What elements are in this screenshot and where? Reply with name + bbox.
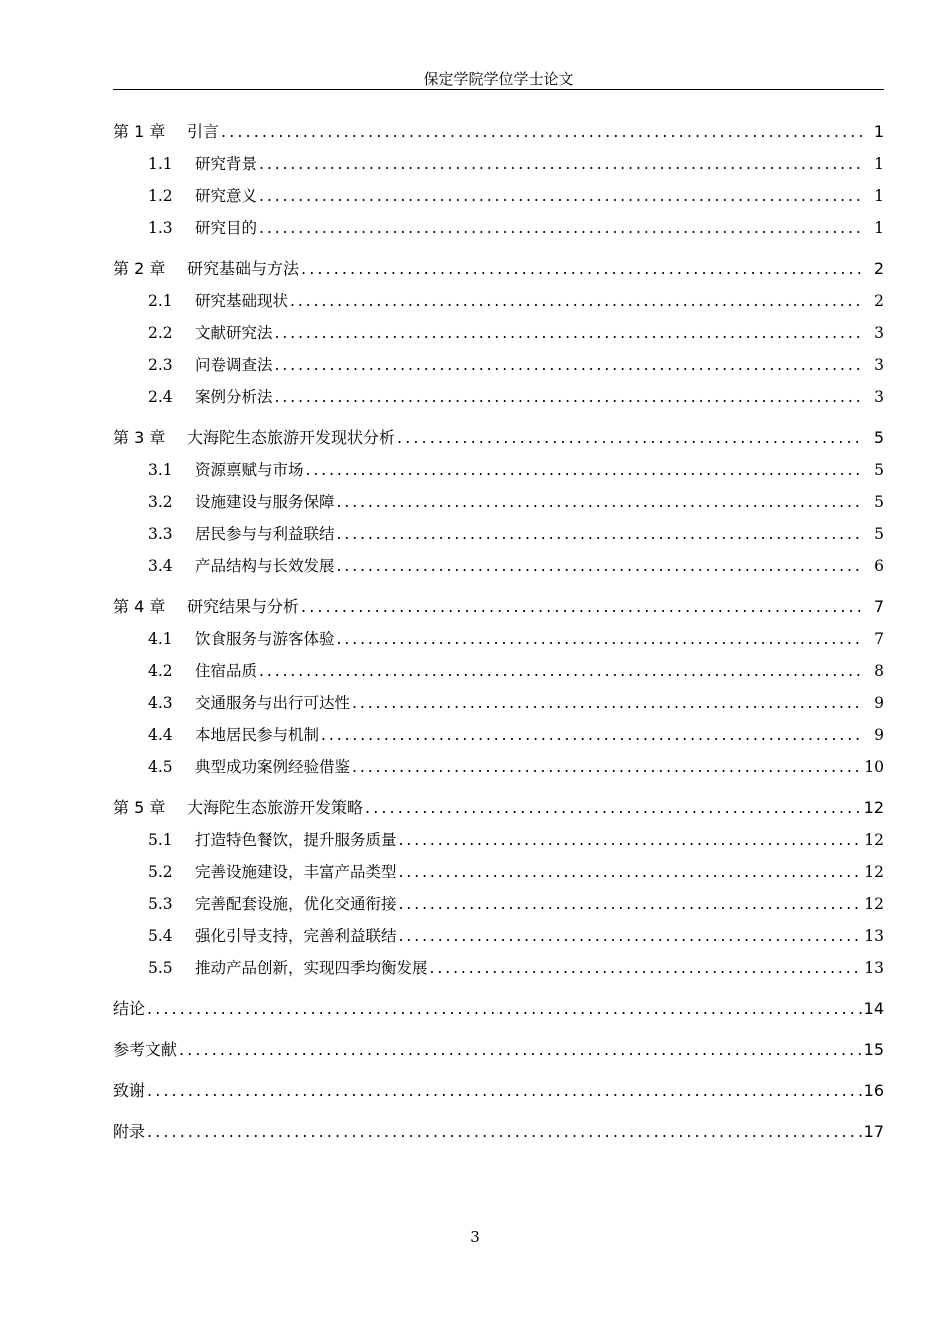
section-title: 文献研究法: [195, 324, 273, 342]
section-number: 4.4: [148, 726, 173, 744]
section-number: 4.3: [148, 694, 173, 712]
page-number: 3: [874, 388, 884, 406]
dot-leader: [275, 385, 864, 409]
running-header: 保定学院学位学士论文: [423, 70, 574, 88]
page-number: 7: [873, 597, 884, 616]
section-number: 1.2: [148, 187, 173, 205]
toc-section-4-5[interactable]: [113, 755, 884, 787]
chapter-title: 研究基础与方法: [187, 259, 300, 278]
chapter-number: 第 2 章: [113, 259, 166, 278]
section-title: 住宿品质: [195, 662, 258, 680]
page-number: 1: [874, 155, 884, 173]
section-number: 2.2: [148, 324, 173, 342]
entry-title: 结论: [113, 999, 146, 1018]
page-number: 6: [874, 557, 884, 575]
toc-references[interactable]: [113, 1038, 884, 1070]
page-number: 10: [864, 758, 884, 776]
dot-leader: [147, 1079, 862, 1103]
toc-section-5-5[interactable]: [113, 956, 884, 988]
entry-title: 附录: [113, 1122, 146, 1141]
page-number: 3: [874, 356, 884, 374]
dot-leader: [259, 152, 864, 176]
page-number: 17: [863, 1122, 884, 1141]
toc-chapter-1[interactable]: [113, 120, 884, 152]
page-number: 14: [863, 999, 884, 1018]
section-title: 交通服务与出行可达性: [195, 694, 351, 712]
dot-leader: [399, 892, 863, 916]
section-number: 2.3: [148, 356, 173, 374]
page-number: 1: [874, 187, 884, 205]
chapter-title: 引言: [187, 122, 220, 141]
chapter-number: 第 1 章: [113, 122, 166, 141]
section-number: 3.4: [148, 557, 173, 575]
section-number: 3.1: [148, 461, 173, 479]
section-number: 4.2: [148, 662, 173, 680]
dot-leader: [352, 755, 862, 779]
dot-leader: [259, 659, 864, 683]
section-title: 研究基础现状: [195, 292, 289, 310]
toc-section-3-4[interactable]: [113, 554, 884, 586]
toc-chapter-5[interactable]: [113, 796, 884, 828]
section-title: 打造特色餐饮，提升服务质量: [195, 831, 397, 849]
dot-leader: [397, 426, 864, 450]
toc-section-4-1[interactable]: [113, 627, 884, 659]
page-number: 12: [863, 798, 884, 817]
section-title: 完善配套设施，优化交通衔接: [195, 895, 397, 913]
dot-leader: [290, 289, 864, 313]
section-title: 完善设施建设，丰富产品类型: [195, 863, 397, 881]
section-number: 5.4: [148, 927, 173, 945]
page-number: 5: [874, 461, 884, 479]
section-title: 设施建设与服务保障: [195, 493, 335, 511]
section-number: 5.5: [148, 959, 173, 977]
toc-section-3-3[interactable]: [113, 522, 884, 554]
toc-section-4-3[interactable]: [113, 691, 884, 723]
page-number: 13: [864, 959, 884, 977]
page-number: 3: [874, 324, 884, 342]
section-number: 5.2: [148, 863, 173, 881]
page-number: 2: [873, 259, 884, 278]
page-number: 9: [874, 726, 884, 744]
header-divider: [113, 89, 884, 90]
chapter-title: 研究结果与分析: [187, 597, 300, 616]
toc-section-2-3[interactable]: [113, 353, 884, 385]
section-title: 研究背景: [195, 155, 258, 173]
page-number: 5: [874, 525, 884, 543]
dot-leader: [352, 691, 864, 715]
toc-appendix[interactable]: [113, 1120, 884, 1152]
toc-chapter-3[interactable]: [113, 426, 884, 458]
section-number: 3.2: [148, 493, 173, 511]
page-number: 5: [873, 428, 884, 447]
section-title: 问卷调查法: [195, 356, 273, 374]
dot-leader: [430, 956, 863, 980]
table-of-contents: [113, 120, 884, 1152]
dot-leader: [365, 796, 862, 820]
entry-title: 参考文献: [113, 1040, 178, 1059]
dot-leader: [179, 1038, 862, 1062]
dot-leader: [337, 627, 864, 651]
dot-leader: [275, 353, 864, 377]
toc-acknowledgements[interactable]: [113, 1079, 884, 1111]
page-number: 5: [874, 493, 884, 511]
section-number: 3.3: [148, 525, 173, 543]
section-number: 4.5: [148, 758, 173, 776]
dot-leader: [147, 1120, 862, 1144]
toc-conclusion[interactable]: [113, 997, 884, 1029]
section-title: 本地居民参与机制: [195, 726, 320, 744]
dot-leader: [221, 120, 864, 144]
chapter-number: 第 3 章: [113, 428, 166, 447]
dot-leader: [306, 458, 864, 482]
toc-section-2-4[interactable]: [113, 385, 884, 417]
dot-leader: [259, 216, 864, 240]
toc-section-3-2[interactable]: [113, 490, 884, 522]
section-number: 1.3: [148, 219, 173, 237]
page-number: 1: [874, 219, 884, 237]
section-title: 案例分析法: [195, 388, 273, 406]
section-title: 研究意义: [195, 187, 258, 205]
page-number: 12: [864, 863, 884, 881]
toc-section-3-1[interactable]: [113, 458, 884, 490]
dot-leader: [337, 522, 864, 546]
page-number: 13: [864, 927, 884, 945]
page-number: 12: [864, 895, 884, 913]
page-number: 8: [874, 662, 884, 680]
section-title: 强化引导支持，完善利益联结: [195, 927, 397, 945]
section-number: 1.1: [148, 155, 173, 173]
toc-section-5-2[interactable]: [113, 860, 884, 892]
section-title: 推动产品创新，实现四季均衡发展: [195, 959, 428, 977]
toc-chapter-4[interactable]: [113, 595, 884, 627]
toc-section-4-4[interactable]: [113, 723, 884, 755]
dot-leader: [275, 321, 864, 345]
footer-page-number: 3: [470, 1228, 480, 1246]
toc-section-5-3[interactable]: [113, 892, 884, 924]
page-number: 16: [863, 1081, 884, 1100]
toc-section-1-2[interactable]: [113, 184, 884, 216]
dot-leader: [399, 924, 863, 948]
dot-leader: [337, 554, 864, 578]
dot-leader: [147, 997, 862, 1021]
toc-section-4-2[interactable]: [113, 659, 884, 691]
dot-leader: [259, 184, 864, 208]
chapter-number: 第 4 章: [113, 597, 166, 616]
toc-section-2-2[interactable]: [113, 321, 884, 353]
section-title: 研究目的: [195, 219, 258, 237]
section-title: 居民参与与利益联结: [195, 525, 335, 543]
toc-section-5-1[interactable]: [113, 828, 884, 860]
section-number: 4.1: [148, 630, 173, 648]
section-number: 5.1: [148, 831, 173, 849]
dot-leader: [301, 595, 864, 619]
toc-section-5-4[interactable]: [113, 924, 884, 956]
dot-leader: [399, 828, 863, 852]
section-number: 5.3: [148, 895, 173, 913]
dot-leader: [301, 257, 864, 281]
dot-leader: [337, 490, 864, 514]
entry-title: 致谢: [113, 1081, 146, 1100]
page-number: 12: [864, 831, 884, 849]
dot-leader: [399, 860, 863, 884]
section-title: 资源禀赋与市场: [195, 461, 304, 479]
section-number: 2.4: [148, 388, 173, 406]
toc-section-1-3[interactable]: [113, 216, 884, 248]
section-title: 典型成功案例经验借鉴: [195, 758, 351, 776]
chapter-number: 第 5 章: [113, 798, 166, 817]
toc-chapter-2[interactable]: [113, 257, 884, 289]
page-number: 9: [874, 694, 884, 712]
page-number: 2: [874, 292, 884, 310]
section-title: 产品结构与长效发展: [195, 557, 335, 575]
section-title: 饮食服务与游客体验: [195, 630, 335, 648]
page-number: 1: [873, 122, 884, 141]
chapter-title: 大海陀生态旅游开发现状分析: [187, 428, 396, 447]
page-number: 7: [874, 630, 884, 648]
toc-section-2-1[interactable]: [113, 289, 884, 321]
section-number: 2.1: [148, 292, 173, 310]
toc-section-1-1[interactable]: [113, 152, 884, 184]
dot-leader: [321, 723, 864, 747]
chapter-title: 大海陀生态旅游开发策略: [187, 798, 364, 817]
page-number: 15: [863, 1040, 884, 1059]
